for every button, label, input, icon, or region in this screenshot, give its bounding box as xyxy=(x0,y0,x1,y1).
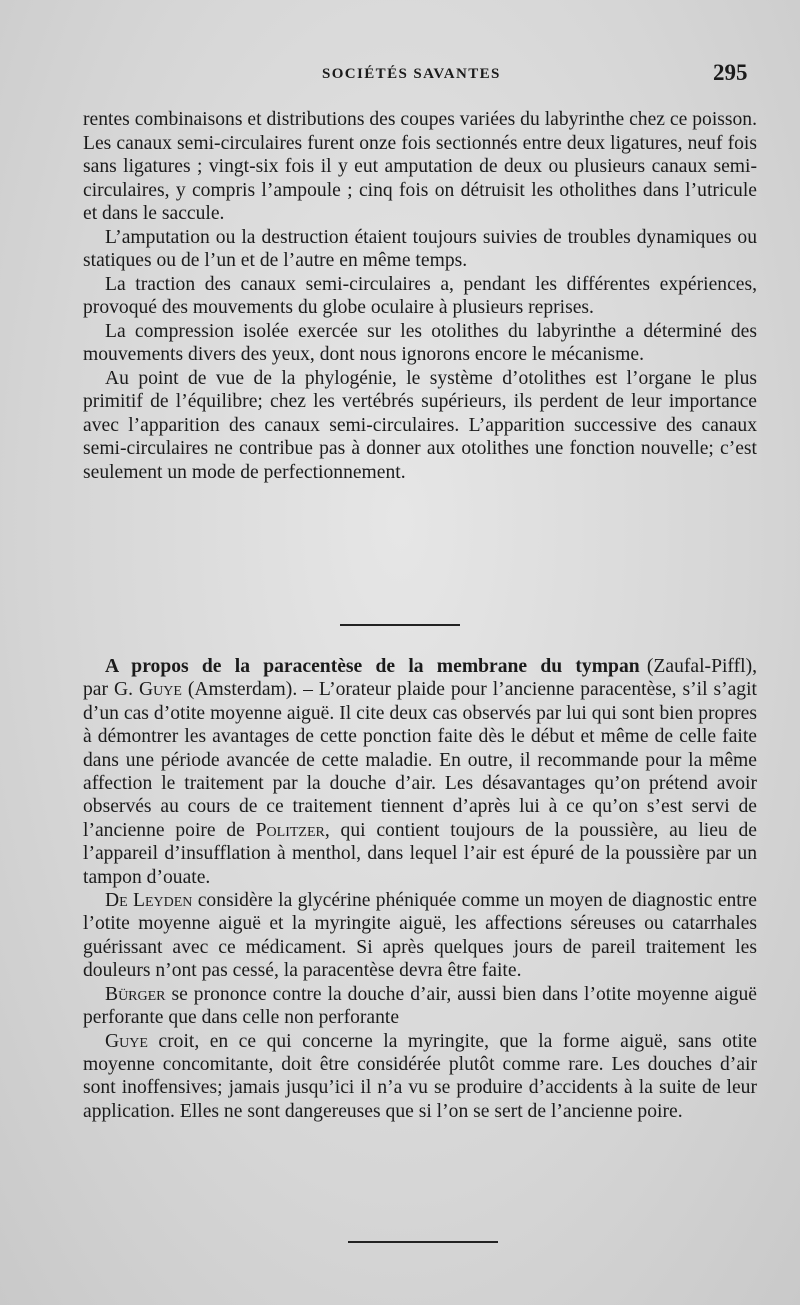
paragraph: La compression isolée exercée sur les otolithes du labyrinthe a déterminé des mouvements divers des yeux, dont nous ignorons encore le mécanisme. xyxy=(83,320,757,365)
person-name: De Leyden xyxy=(105,890,193,912)
person-name: Politzer xyxy=(255,819,325,841)
article-text: se prononce contre la douche d’air, aussi bien dans l’otite moyenne aiguë perforante que dans celle non perforante xyxy=(83,983,757,1029)
article-paragraph xyxy=(83,889,757,983)
article-text: (Amsterdam). – L’orateur plaide pour l’ancienne paracentèse, s’il s’agit d’un cas d’otite moyenne aiguë. Il cite deux cas observés par lui qui sont bien propres à démontrer les avantages de cette ponction faite dès le début et même de celle faite dans une période avancée de cette maladie. En outre, il recommande pour la même affection le traitement par la douche d’air. Les désavantages qu’on prétend avoir observés au cours de ce traitement tiennent d’après lui à ce qu’on s’est servi de l’ancienne poire de xyxy=(83,679,757,841)
paragraph: L’amputation ou la destruction étaient toujours suivies de troubles dynamiques ou statiques ou de l’un et de l’autre en même temps. xyxy=(83,226,757,271)
paragraph: Au point de vue de la phylogénie, le système d’otolithes est l’organe le plus primitif de l’équilibre; chez les vertébrés supérieurs, ils perdent de leur importance avec l’apparition des canaux semi-circulaires. L’apparition successive des canaux semi-circulaires ne contribue pas à donner aux otolithes une fonction nouvelle; c’est seulement un mode de perfectionnement. xyxy=(83,367,757,483)
section-divider xyxy=(340,624,460,626)
paragraph: La traction des canaux semi-circulaires a, pendant les différentes expériences, provoqué des mouvements du globe oculaire à plusieurs reprises. xyxy=(83,273,757,318)
article-paragraph xyxy=(83,983,757,1030)
page-number: 295 xyxy=(713,60,748,85)
article-text: croit, en ce qui concerne la myringite, que la forme aiguë, sans otite moyenne concomitante, doit être considérée plutôt comme rare. Les douches d’air sont inoffensives; jamais jusqu’ici il n’a vu se produire d’accidents à la suite de leur application. Elles ne sont dangereuses que si l’on se sert de l’ancienne poire. xyxy=(83,1030,757,1122)
article-paragraph xyxy=(83,1030,757,1124)
running-head: SOCIÉTÉS SAVANTES xyxy=(322,66,501,82)
article-text: (Zaufal-Piffl), par G. xyxy=(83,656,757,701)
paragraph: rentes combinaisons et distributions des coupes variées du labyrinthe chez ce poisson. Les canaux semi-circulaires furent onze fois sectionnés entre deux ligatures, neuf fois sans ligatures ; vingt-six fois il y eut amputation de deux ou plusieurs canaux semi-circulaires, y compris l’ampoule ; cinq fois on détruisit les otholithes dans l’utricule et dans le saccule. xyxy=(83,109,757,224)
article-text: , qui contient toujours de la poussière, au lieu de l’appareil d’insufflation à menthol, dans lequel l’air est épuré de la poussière par un tampon d’ouate. xyxy=(83,819,757,888)
article-paragraph xyxy=(83,655,757,889)
article-text: considère la glycérine phéniquée comme un moyen de diagnostic entre l’otite moyenne aiguë et la myringite aiguë, les affections séreuses ou catarrhales guérissant avec ce médicament. Si après quelques jours de pareil traitement les douleurs n’ont pas cessé, la paracentèse devra être faite. xyxy=(83,890,757,982)
body-text xyxy=(83,108,757,484)
page-header xyxy=(0,60,800,90)
person-name: Guye xyxy=(105,1030,148,1052)
article-title: A propos de la paracentèse de la membrane du tympan xyxy=(105,656,640,677)
author-name: Guye xyxy=(138,679,182,701)
person-name: Bürger xyxy=(105,983,166,1005)
article xyxy=(83,655,757,1123)
end-divider xyxy=(348,1241,498,1243)
